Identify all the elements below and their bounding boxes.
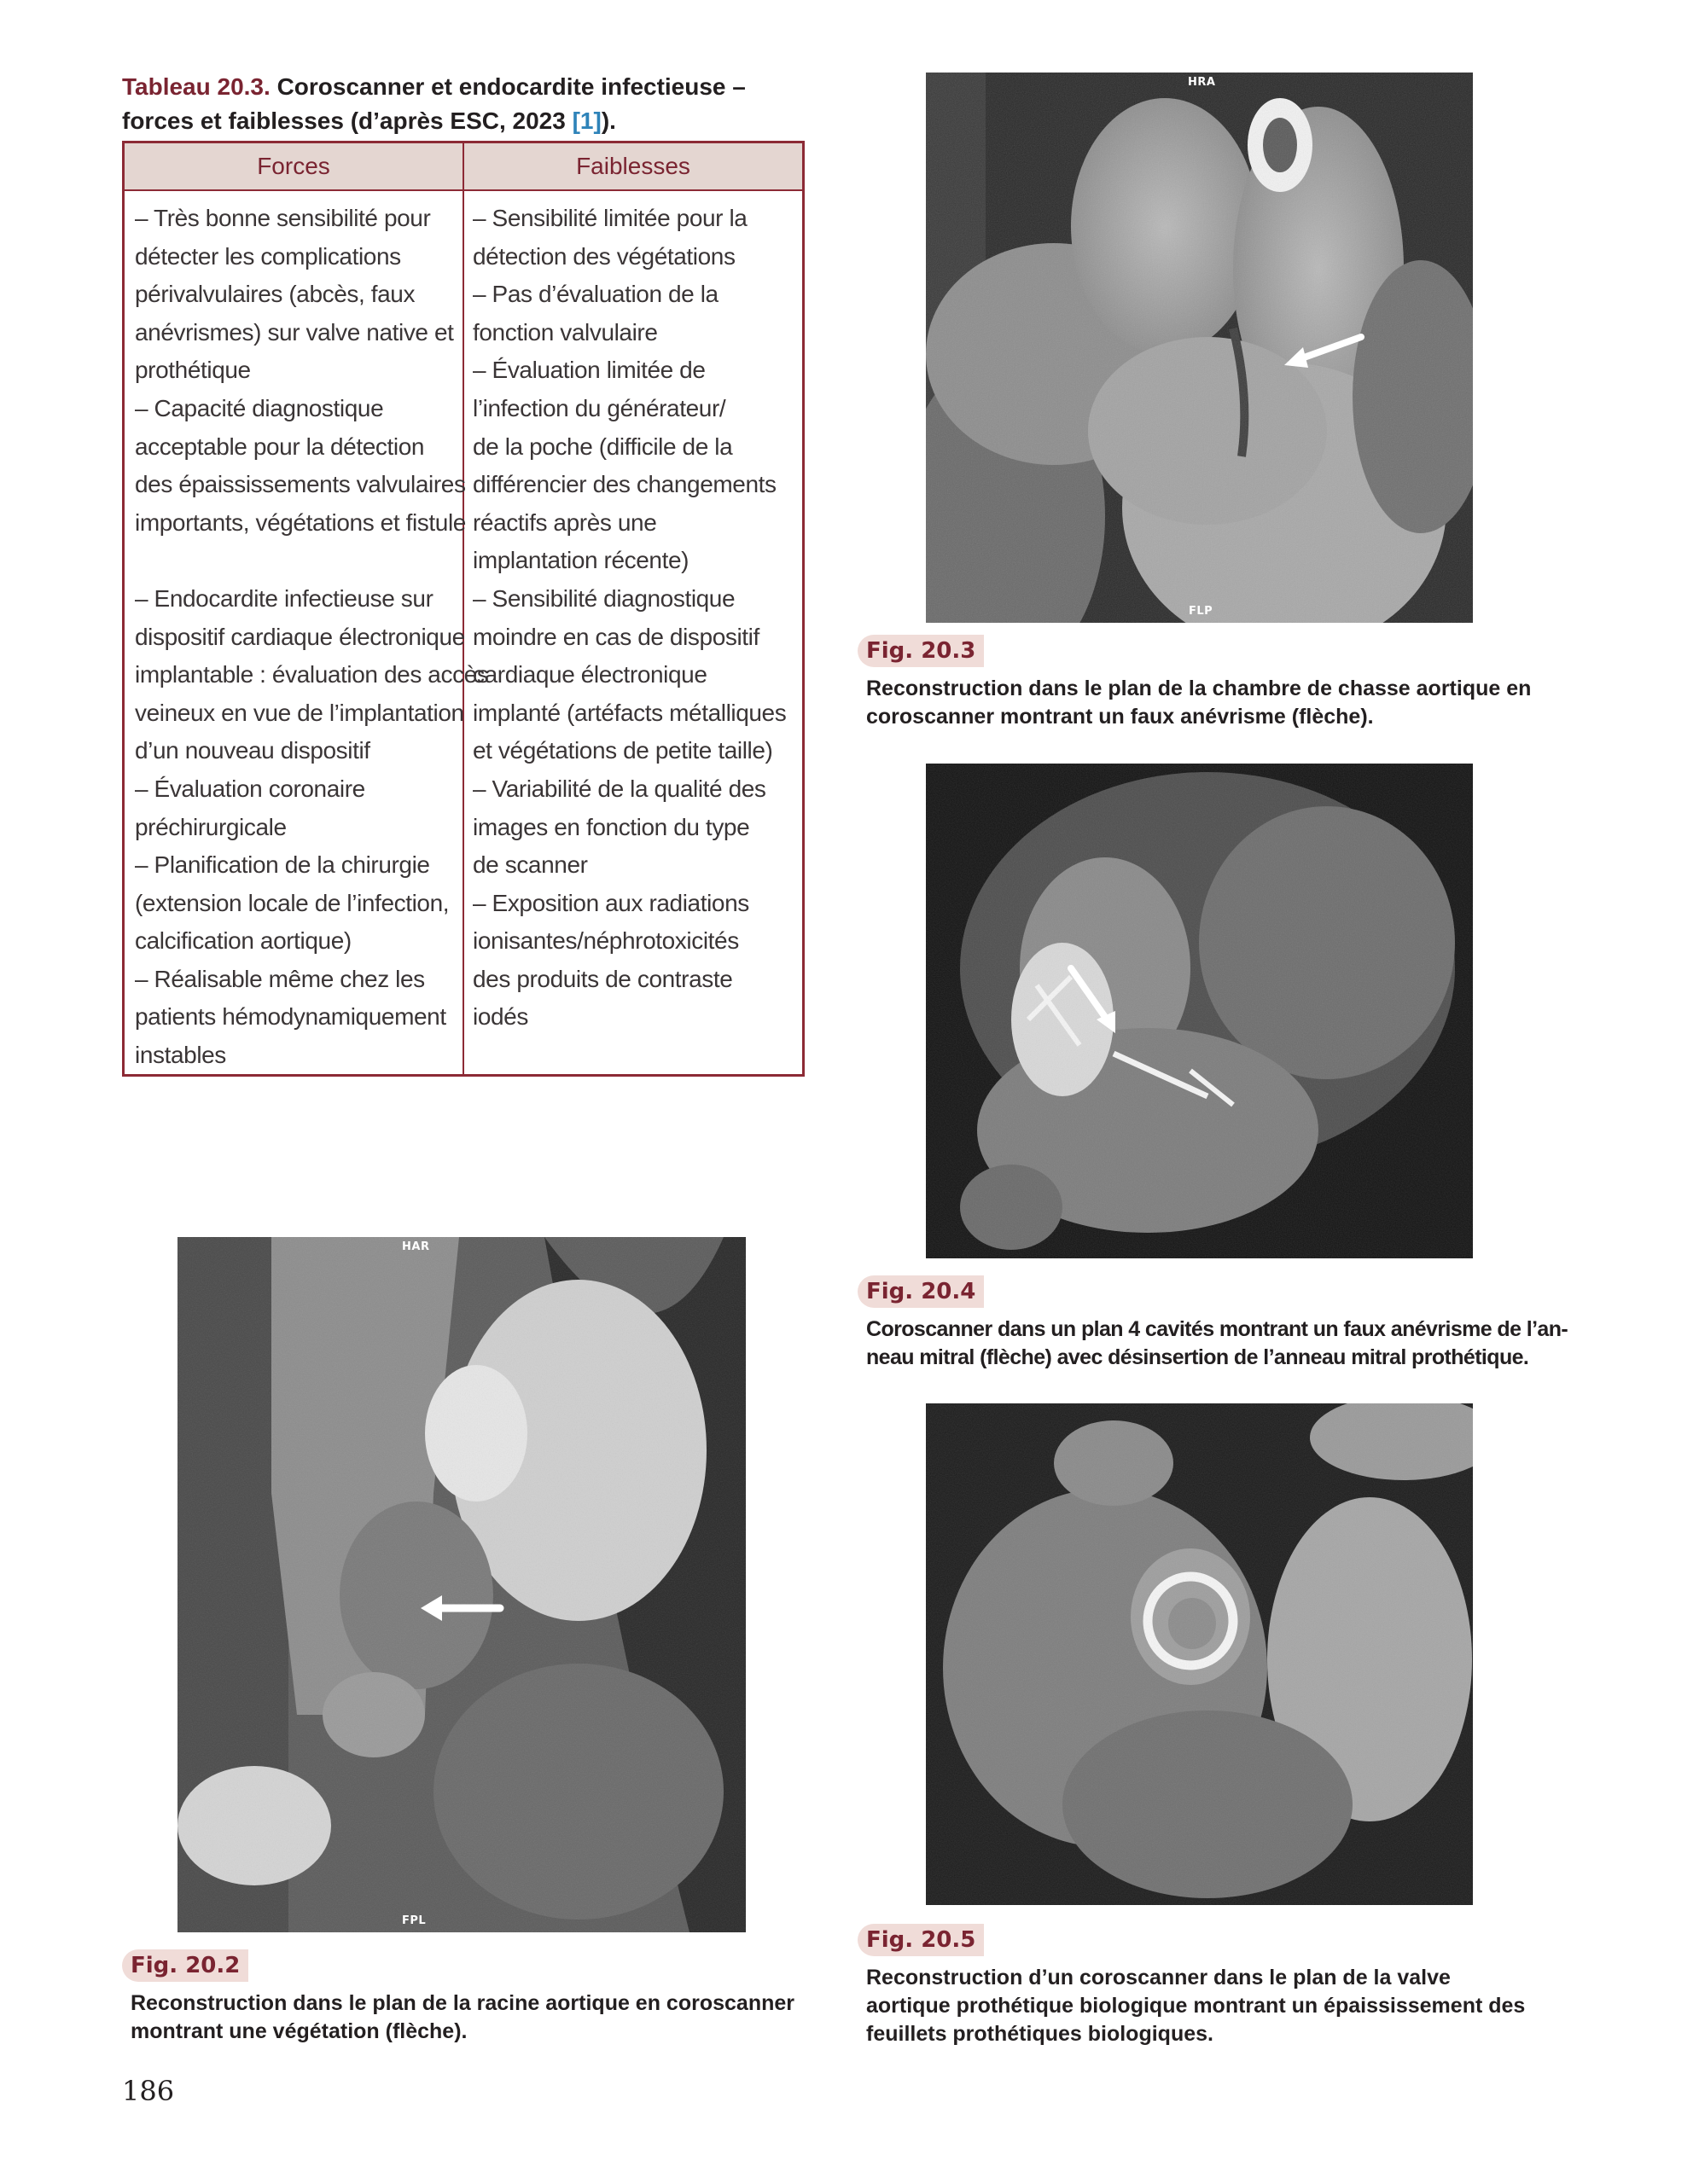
table-cell-line: de la poche (difficile de la (473, 433, 733, 460)
figure-caption-20-2 (131, 1989, 830, 2046)
table-cell-line: – Sensibilité limitée pour la (473, 205, 748, 231)
table-cell-line: cardiaque électronique (473, 661, 707, 688)
ct-scan-aortic-root (177, 1237, 746, 1932)
table-cell-line: ionisantes/néphrotoxicités (473, 927, 739, 955)
orientation-label-top: HRA (1188, 76, 1216, 89)
table-cell-line: – Évaluation limitée de (473, 357, 706, 384)
table-cell-line: – Variabilité de la qualité des (473, 775, 766, 802)
table-cell-line (135, 542, 464, 580)
table-cell-line: de scanner (473, 851, 588, 879)
table-cell-line: images en fonction du type (473, 813, 750, 840)
table-cell-line: réactifs après une (473, 508, 657, 536)
figure-caption-20-5-line-3: feuillets prothétiques biologiques. (866, 2022, 1213, 2046)
table-column-faiblesses (473, 200, 802, 1037)
figure-badge-20-3: Fig. 20.3 (858, 635, 984, 667)
table-cell-line: d’un nouveau dispositif (135, 737, 370, 764)
table-cell-line: dispositif cardiaque électronique (135, 623, 465, 650)
orientation-label-top: HAR (402, 1240, 430, 1253)
figure-caption-20-2-line-2: montrant une végétation (flèche). (131, 2019, 468, 2043)
table-cell-line: instables (135, 1042, 226, 1069)
table-cell-line: – Planification de la chirurgie (135, 851, 430, 879)
ct-image-fig-20-5 (926, 1403, 1473, 1905)
page-number: 186 (122, 2075, 175, 2107)
table-cell-line: périvalvulaires (abcès, faux (135, 281, 416, 308)
table-cell-line: iodés (473, 1003, 528, 1031)
figure-caption-20-3 (866, 675, 1600, 731)
table-caption-reference-link[interactable]: [1] (572, 107, 602, 134)
figure-badge-20-4: Fig. 20.4 (858, 1275, 984, 1308)
table-caption-text-1: Coroscanner et endocardite infectieuse – (270, 73, 746, 100)
table-caption-text-2: forces et faiblesses (d’après ESC, 2023 (122, 107, 573, 134)
figure-caption-20-4-line-2: neau mitral (flèche) avec désinsertion de l’anneau mitral prothétique. (866, 1345, 1529, 1369)
table-cell-line: acceptable pour la détection (135, 433, 425, 460)
table-cell-line: des produits de contraste (473, 965, 733, 992)
figure-caption-20-4 (866, 1316, 1617, 1372)
table-cell-line: prothétique (135, 357, 251, 384)
orientation-label-bottom: FPL (402, 1914, 427, 1927)
figure-caption-20-4-line-1: Coroscanner dans un plan 4 cavités montrant un faux anévrisme de l’an- (866, 1317, 1568, 1341)
table-cell-line: anévrismes) sur valve native et (135, 318, 454, 346)
orientation-label-bottom: FLP (1189, 605, 1213, 618)
figure-caption-20-5-line-2: aortique prothétique biologique montrant un épaississement des (866, 1994, 1526, 2018)
table-cell-line: – Exposition aux radiations (473, 889, 749, 916)
table-cell-line: préchirurgicale (135, 813, 287, 840)
ct-image-fig-20-2 (177, 1237, 746, 1932)
table-cell-line: et végétations de petite taille) (473, 737, 773, 764)
figure-caption-20-5-line-1: Reconstruction d’un coroscanner dans le plan de la valve (866, 1966, 1451, 1989)
table-cell-line: calcification aortique) (135, 927, 352, 955)
strengths-weaknesses-table (122, 141, 805, 1077)
table-cell-line: – Réalisable même chez les (135, 965, 425, 992)
table-cell-line: – Très bonne sensibilité pour (135, 205, 431, 231)
table-cell-line: différencier des changements (473, 471, 777, 498)
table-cell-line: détecter les complications (135, 242, 401, 270)
table-cell-line: importants, végétations et fistule (135, 508, 466, 536)
table-cell-line: – Sensibilité diagnostique (473, 584, 736, 612)
figure-caption-20-3-line-2: coroscanner montrant un faux anévrisme (flèche). (866, 705, 1374, 729)
table-cell-line: implantable : évaluation des accès (135, 661, 489, 688)
table-cell-line: détection des végétations (473, 242, 736, 270)
table-cell-line: – Pas d’évaluation de la (473, 281, 719, 308)
table-column-forces (135, 200, 489, 1075)
table-cell-line: implanté (artéfacts métalliques (473, 699, 787, 726)
figure-caption-20-3-line-1: Reconstruction dans le plan de la chambre de chasse aortique en (866, 677, 1532, 700)
table-cell-line: l’infection du générateur/ (473, 394, 726, 421)
table-cell-line: des épaississements valvulaires (135, 471, 466, 498)
table-cell-line: veineux en vue de l’implantation (135, 699, 464, 726)
table-cell-line: (extension locale de l’infection, (135, 889, 450, 916)
figure-caption-20-5 (866, 1964, 1617, 2048)
ct-image-fig-20-4 (926, 764, 1473, 1258)
figure-badge-20-5: Fig. 20.5 (858, 1924, 984, 1956)
table-header-faiblesses: Faiblesses (576, 153, 690, 179)
table-cell-line: – Capacité diagnostique (135, 394, 384, 421)
table-caption-end: ). (601, 107, 616, 134)
figure-badge-20-2: Fig. 20.2 (122, 1949, 248, 1982)
table-cell-line: patients hémodynamiquement (135, 1003, 446, 1031)
figure-caption-20-2-line-1: Reconstruction dans le plan de la racine aortique en coroscanner (131, 1991, 794, 2015)
table-cell-line: – Endocardite infectieuse sur (135, 584, 433, 612)
ct-scan-four-chamber (926, 764, 1473, 1258)
table-cell-line: moindre en cas de dispositif (473, 623, 759, 650)
table-caption (122, 70, 805, 138)
table-cell-line: implantation récente) (473, 547, 689, 574)
ct-image-fig-20-3 (926, 73, 1473, 623)
table-cell-line: fonction valvulaire (473, 318, 658, 346)
table-caption-label: Tableau 20.3. (122, 73, 271, 100)
table-cell-line: – Évaluation coronaire (135, 775, 365, 802)
table-header-forces: Forces (257, 153, 330, 179)
ct-scan-prosthetic-valve (926, 1403, 1473, 1905)
ct-scan-aortic-outflow (926, 73, 1473, 623)
